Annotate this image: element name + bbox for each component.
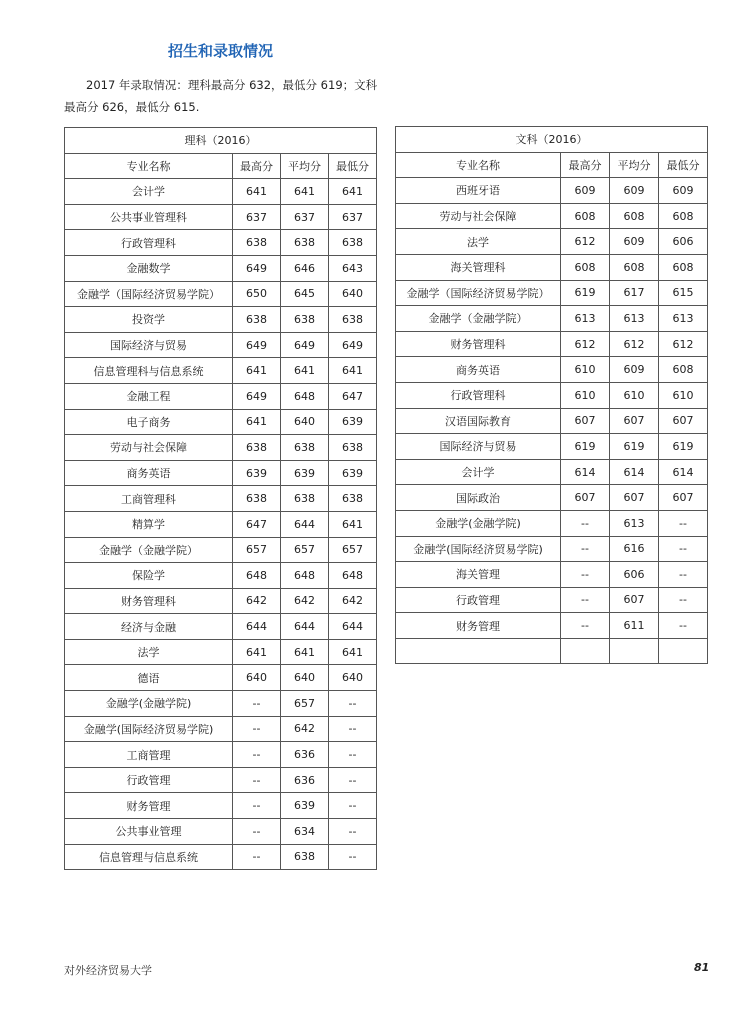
score-cell: 619	[610, 434, 659, 460]
table-row	[396, 408, 708, 434]
table-row	[65, 230, 377, 256]
score-cell: 644	[281, 614, 329, 640]
score-cell: --	[561, 587, 610, 613]
table-row	[396, 587, 708, 613]
table-row	[396, 178, 708, 204]
table-row	[65, 255, 377, 281]
column-header: 最高分	[561, 152, 610, 178]
major-name-cell: 会计学	[65, 179, 233, 205]
table-row	[396, 331, 708, 357]
score-cell: 648	[233, 563, 281, 589]
major-name-cell: 行政管理	[396, 587, 561, 613]
page-number: 81	[694, 961, 710, 974]
table-caption: 理科（2016）	[65, 128, 377, 154]
page-title: 招生和录取情况	[168, 42, 274, 60]
score-cell: --	[233, 819, 281, 845]
score-cell: 606	[610, 562, 659, 588]
column-header: 专业名称	[396, 152, 561, 178]
major-name-cell: 金融数学	[65, 255, 233, 281]
footer-university-name: 对外经济贸易大学	[64, 964, 152, 977]
major-name-cell: 商务英语	[396, 357, 561, 383]
score-cell: 657	[281, 691, 329, 717]
major-name-cell: 财务管理科	[65, 588, 233, 614]
score-cell: 639	[281, 460, 329, 486]
score-cell: 612	[561, 331, 610, 357]
score-cell: 609	[659, 178, 708, 204]
major-name-cell: 工商管理科	[65, 486, 233, 512]
major-name-cell: 海关管理科	[396, 254, 561, 280]
table-row	[65, 358, 377, 384]
table-row	[65, 281, 377, 307]
score-cell: 637	[281, 204, 329, 230]
major-name-cell: 国际政治	[396, 485, 561, 511]
table-row	[65, 460, 377, 486]
table-row	[65, 742, 377, 768]
major-name-cell: 金融学(国际经济贸易学院)	[396, 536, 561, 562]
major-name-cell: 劳动与社会保障	[65, 435, 233, 461]
score-cell: 641	[329, 639, 377, 665]
score-cell: 607	[659, 485, 708, 511]
score-cell: 638	[233, 435, 281, 461]
major-name-cell: 金融学(金融学院)	[65, 691, 233, 717]
score-cell: 638	[233, 230, 281, 256]
score-cell: --	[659, 562, 708, 588]
score-cell: 642	[281, 716, 329, 742]
major-name-cell: 保险学	[65, 563, 233, 589]
score-cell: 639	[329, 409, 377, 435]
table-row	[65, 716, 377, 742]
score-cell: 638	[329, 230, 377, 256]
score-cell: 648	[281, 383, 329, 409]
score-cell: 608	[659, 254, 708, 280]
major-name-cell: 西班牙语	[396, 178, 561, 204]
score-cell: 638	[329, 435, 377, 461]
score-cell: 609	[561, 178, 610, 204]
score-cell: 643	[329, 255, 377, 281]
major-name-cell: 行政管理科	[65, 230, 233, 256]
table-row	[65, 204, 377, 230]
score-cell: 614	[659, 459, 708, 485]
major-name-cell: 工商管理	[65, 742, 233, 768]
table-row	[396, 485, 708, 511]
score-cell: 610	[561, 382, 610, 408]
score-cell: 642	[329, 588, 377, 614]
score-cell: --	[659, 536, 708, 562]
intro-paragraph	[64, 74, 384, 118]
score-cell: 640	[329, 665, 377, 691]
score-cell: 609	[610, 357, 659, 383]
score-cell: --	[233, 691, 281, 717]
score-cell: 639	[233, 460, 281, 486]
table-header-row	[396, 152, 708, 178]
science-score-table	[64, 127, 377, 870]
score-cell	[561, 638, 610, 664]
score-cell: 616	[610, 536, 659, 562]
table-row	[396, 459, 708, 485]
table-row	[65, 639, 377, 665]
score-cell: 641	[233, 639, 281, 665]
table-caption: 文科（2016）	[396, 127, 708, 153]
score-cell: --	[329, 767, 377, 793]
score-cell: 642	[281, 588, 329, 614]
table-row	[396, 254, 708, 280]
score-cell: 611	[610, 613, 659, 639]
score-cell: 608	[659, 357, 708, 383]
major-name-cell: 信息管理科与信息系统	[65, 358, 233, 384]
score-cell: 649	[281, 332, 329, 358]
table-row	[396, 229, 708, 255]
table-row	[396, 536, 708, 562]
score-cell: 613	[610, 306, 659, 332]
table-caption-row	[65, 128, 377, 154]
table-row	[396, 510, 708, 536]
table-row	[65, 383, 377, 409]
major-name-cell: 投资学	[65, 307, 233, 333]
table-row	[65, 332, 377, 358]
score-cell: 607	[561, 408, 610, 434]
major-name-cell: 汉语国际教育	[396, 408, 561, 434]
column-header: 最低分	[659, 152, 708, 178]
score-cell: --	[329, 691, 377, 717]
score-cell: 612	[610, 331, 659, 357]
score-cell: --	[233, 844, 281, 870]
score-cell: 638	[233, 486, 281, 512]
table-row	[65, 409, 377, 435]
score-cell: 650	[233, 281, 281, 307]
score-cell: 645	[281, 281, 329, 307]
major-name-cell: 金融学（国际经济贸易学院）	[65, 281, 233, 307]
major-name-cell: 经济与金融	[65, 614, 233, 640]
score-cell: 619	[659, 434, 708, 460]
score-cell: 641	[233, 409, 281, 435]
table-row	[65, 614, 377, 640]
score-cell: 636	[281, 742, 329, 768]
score-cell: 640	[329, 281, 377, 307]
column-header: 最低分	[329, 153, 377, 179]
score-cell: 614	[610, 459, 659, 485]
score-cell: 640	[281, 665, 329, 691]
major-name-cell: 德语	[65, 665, 233, 691]
score-cell: 640	[233, 665, 281, 691]
table-row	[65, 511, 377, 537]
score-cell: 636	[281, 767, 329, 793]
major-name-cell: 行政管理科	[396, 382, 561, 408]
score-cell: 608	[561, 203, 610, 229]
score-cell: 613	[610, 510, 659, 536]
score-cell	[659, 638, 708, 664]
major-name-cell: 国际经济与贸易	[396, 434, 561, 460]
major-name-cell: 财务管理	[65, 793, 233, 819]
major-name-cell: 金融学（金融学院）	[396, 306, 561, 332]
score-cell: --	[561, 510, 610, 536]
score-cell: 644	[281, 511, 329, 537]
score-cell: 619	[561, 434, 610, 460]
table-row	[65, 819, 377, 845]
column-header: 平均分	[281, 153, 329, 179]
score-cell: 641	[329, 179, 377, 205]
table-row	[396, 280, 708, 306]
score-cell: --	[233, 793, 281, 819]
table-header-row	[65, 153, 377, 179]
liberal-arts-score-table	[395, 126, 708, 664]
score-cell: --	[561, 562, 610, 588]
score-cell: 612	[561, 229, 610, 255]
score-cell: 657	[281, 537, 329, 563]
score-cell: 649	[329, 332, 377, 358]
table-row	[396, 638, 708, 664]
score-cell	[610, 638, 659, 664]
column-header: 平均分	[610, 152, 659, 178]
score-cell: 610	[610, 382, 659, 408]
score-cell: --	[233, 742, 281, 768]
score-cell: 608	[610, 254, 659, 280]
score-cell: --	[659, 587, 708, 613]
major-name-cell: 金融学（金融学院）	[65, 537, 233, 563]
table-row	[65, 537, 377, 563]
score-cell: 614	[561, 459, 610, 485]
major-name-cell: 国际经济与贸易	[65, 332, 233, 358]
table-row	[396, 562, 708, 588]
major-name-cell: 金融学(国际经济贸易学院)	[65, 716, 233, 742]
score-cell: --	[329, 844, 377, 870]
score-cell: 638	[281, 230, 329, 256]
score-cell: 608	[659, 203, 708, 229]
score-cell: 613	[659, 306, 708, 332]
major-name-cell: 信息管理与信息系统	[65, 844, 233, 870]
table-row	[65, 691, 377, 717]
table-caption-row	[396, 127, 708, 153]
score-cell: 638	[329, 307, 377, 333]
major-name-cell: 商务英语	[65, 460, 233, 486]
major-name-cell: 金融学(金融学院)	[396, 510, 561, 536]
major-name-cell: 公共事业管理科	[65, 204, 233, 230]
score-cell: 607	[659, 408, 708, 434]
score-cell: 639	[281, 793, 329, 819]
score-cell: 648	[281, 563, 329, 589]
score-cell: 613	[561, 306, 610, 332]
table-row	[396, 306, 708, 332]
score-cell: --	[659, 510, 708, 536]
column-header: 最高分	[233, 153, 281, 179]
table-row	[396, 382, 708, 408]
score-cell: --	[233, 716, 281, 742]
score-cell: 640	[281, 409, 329, 435]
score-cell: 638	[329, 486, 377, 512]
table-row	[65, 486, 377, 512]
score-cell: 641	[329, 511, 377, 537]
table-row	[65, 435, 377, 461]
table-row	[65, 179, 377, 205]
score-cell: 607	[610, 587, 659, 613]
score-cell: --	[659, 613, 708, 639]
score-cell: --	[329, 819, 377, 845]
table-row	[396, 613, 708, 639]
table-row	[396, 203, 708, 229]
score-cell: 612	[659, 331, 708, 357]
score-cell: 638	[233, 307, 281, 333]
major-name-cell: 会计学	[396, 459, 561, 485]
score-cell: 639	[329, 460, 377, 486]
score-cell: 649	[233, 255, 281, 281]
score-cell: 641	[281, 358, 329, 384]
score-cell: 641	[233, 358, 281, 384]
table-row	[65, 767, 377, 793]
score-cell: 657	[233, 537, 281, 563]
score-cell: 647	[233, 511, 281, 537]
score-cell: --	[233, 767, 281, 793]
score-cell: --	[329, 793, 377, 819]
score-cell: 641	[233, 179, 281, 205]
major-name-cell: 劳动与社会保障	[396, 203, 561, 229]
score-cell: 638	[281, 486, 329, 512]
table-row	[65, 793, 377, 819]
score-cell: 649	[233, 383, 281, 409]
score-cell: 644	[329, 614, 377, 640]
score-cell: --	[561, 536, 610, 562]
score-cell: 641	[281, 179, 329, 205]
score-cell: 615	[659, 280, 708, 306]
score-cell: 649	[233, 332, 281, 358]
score-cell: 610	[659, 382, 708, 408]
score-cell: 607	[610, 485, 659, 511]
major-name-cell: 精算学	[65, 511, 233, 537]
score-cell: 638	[281, 435, 329, 461]
table-row	[65, 563, 377, 589]
score-cell: 657	[329, 537, 377, 563]
table-row	[396, 434, 708, 460]
score-cell: 638	[281, 844, 329, 870]
score-cell: 609	[610, 229, 659, 255]
major-name-cell: 财务管理科	[396, 331, 561, 357]
score-cell: 619	[561, 280, 610, 306]
table-row	[65, 588, 377, 614]
major-name-cell: 法学	[396, 229, 561, 255]
score-cell: 637	[233, 204, 281, 230]
score-cell: 609	[610, 178, 659, 204]
major-name-cell: 公共事业管理	[65, 819, 233, 845]
score-cell: 608	[610, 203, 659, 229]
score-cell: --	[329, 716, 377, 742]
major-name-cell: 财务管理	[396, 613, 561, 639]
table-row	[396, 357, 708, 383]
score-cell: 648	[329, 563, 377, 589]
score-cell: 617	[610, 280, 659, 306]
score-cell: 638	[281, 307, 329, 333]
major-name-cell: 海关管理	[396, 562, 561, 588]
table-row	[65, 665, 377, 691]
major-name-cell: 法学	[65, 639, 233, 665]
table-row	[65, 307, 377, 333]
score-cell: 637	[329, 204, 377, 230]
intro-text: 2017 年录取情况：理科最高分 632，最低分 619；文科最高分 626，最低分 615.	[64, 78, 378, 114]
score-cell: 646	[281, 255, 329, 281]
score-cell: 608	[561, 254, 610, 280]
column-header: 专业名称	[65, 153, 233, 179]
major-name-cell: 金融学（国际经济贸易学院）	[396, 280, 561, 306]
score-cell: --	[329, 742, 377, 768]
major-name-cell	[396, 638, 561, 664]
score-cell: 641	[329, 358, 377, 384]
major-name-cell: 金融工程	[65, 383, 233, 409]
score-cell: 641	[281, 639, 329, 665]
major-name-cell: 行政管理	[65, 767, 233, 793]
major-name-cell: 电子商务	[65, 409, 233, 435]
score-cell: 607	[610, 408, 659, 434]
score-cell: 647	[329, 383, 377, 409]
score-cell: 606	[659, 229, 708, 255]
score-cell: 610	[561, 357, 610, 383]
score-cell: 642	[233, 588, 281, 614]
table-row	[65, 844, 377, 870]
score-cell: --	[561, 613, 610, 639]
score-cell: 644	[233, 614, 281, 640]
score-cell: 634	[281, 819, 329, 845]
score-cell: 607	[561, 485, 610, 511]
